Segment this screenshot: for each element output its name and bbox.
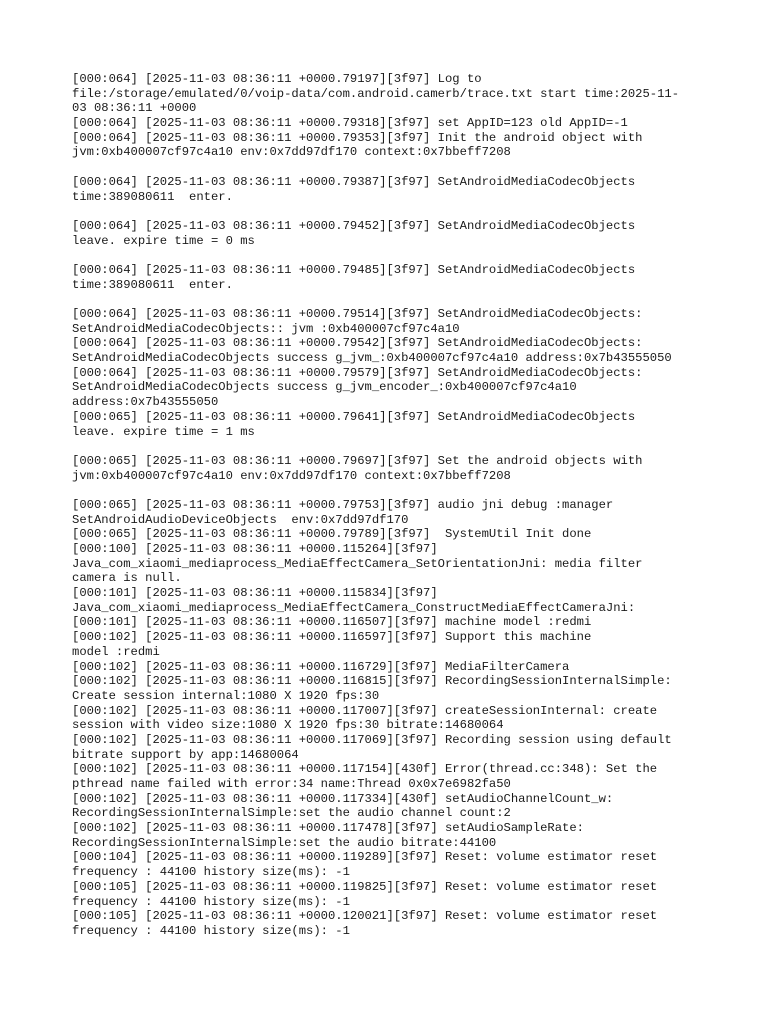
- log-line: [000:065] [2025-11-03 08:36:11 +0000.79697][3f97] Set the android objects with: [72, 453, 643, 468]
- log-line: [000:064] [2025-11-03 08:36:11 +0000.79387][3f97] SetAndroidMediaCodecObjects: [72, 174, 636, 189]
- log-line: RecordingSessionInternalSimple:set the audio bitrate:44100: [72, 835, 497, 850]
- log-line: jvm:0xb400007cf97c4a10 env:0x7dd97df170 context:0x7bbeff7208: [72, 468, 511, 483]
- log-line: [000:064] [2025-11-03 08:36:11 +0000.79542][3f97] SetAndroidMediaCodecObjects:: [72, 336, 643, 351]
- log-line: RecordingSessionInternalSimple:set the audio channel count:2: [72, 806, 511, 821]
- blank-line: [72, 292, 712, 307]
- log-line: [000:102] [2025-11-03 08:36:11 +0000.116597][3f97] Support this machine: [72, 630, 592, 645]
- log-line: [000:102] [2025-11-03 08:36:11 +0000.117334][430f] setAudioChannelCount_w:: [72, 791, 614, 806]
- log-line: [000:102] [2025-11-03 08:36:11 +0000.117154][430f] Error(thread.cc:348): Set the: [72, 762, 658, 777]
- log-line: camera is null.: [72, 571, 182, 586]
- log-line: session with video size:1080 X 1920 fps:30 bitrate:14680064: [72, 718, 504, 733]
- log-line: [000:065] [2025-11-03 08:36:11 +0000.79641][3f97] SetAndroidMediaCodecObjects: [72, 409, 636, 424]
- log-line: pthread name failed with error:34 name:Thread 0x0x7e6982fa50: [72, 777, 511, 791]
- log-line: frequency : 44100 history size(ms): -1: [72, 865, 350, 880]
- log-line: address:0x7b43555050: [72, 395, 219, 410]
- blank-line: [72, 439, 712, 454]
- log-text-area: [72, 72, 712, 939]
- log-line: [000:102] [2025-11-03 08:36:11 +0000.117069][3f97] Recording session using default: [72, 732, 672, 747]
- log-line: [000:065] [2025-11-03 08:36:11 +0000.79789][3f97] SystemUtil Init done: [72, 527, 592, 542]
- log-line: [000:065] [2025-11-03 08:36:11 +0000.79753][3f97] audio jni debug :manager: [72, 497, 614, 512]
- log-line: leave. expire time = 0 ms: [72, 233, 255, 248]
- log-line: time:389080611 enter.: [72, 277, 233, 292]
- log-line: [000:064] [2025-11-03 08:36:11 +0000.79318][3f97] set AppID=123 old AppID=-1: [72, 116, 628, 131]
- log-line: [000:100] [2025-11-03 08:36:11 +0000.115264][3f97]: [72, 542, 438, 556]
- log-line: [000:101] [2025-11-03 08:36:11 +0000.116507][3f97] machine model :redmi: [72, 615, 592, 630]
- log-line: [000:102] [2025-11-03 08:36:11 +0000.117007][3f97] createSessionInternal: create: [72, 703, 658, 718]
- log-line: [000:064] [2025-11-03 08:36:11 +0000.79452][3f97] SetAndroidMediaCodecObjects: [72, 218, 636, 233]
- log-line: SetAndroidMediaCodecObjects success g_jvm_encoder_:0xb400007cf97c4a10: [72, 380, 577, 395]
- log-line: Create session internal:1080 X 1920 fps:30: [72, 688, 380, 703]
- log-line: SetAndroidMediaCodecObjects:: jvm :0xb400007cf97c4a10: [72, 321, 460, 336]
- log-line: Java_com_xiaomi_mediaprocess_MediaEffectCamera_ConstructMediaEffectCameraJni:: [72, 600, 636, 615]
- log-line: [000:064] [2025-11-03 08:36:11 +0000.79579][3f97] SetAndroidMediaCodecObjects:: [72, 365, 643, 380]
- log-line: [000:102] [2025-11-03 08:36:11 +0000.117478][3f97] setAudioSampleRate:: [72, 821, 584, 836]
- log-line: frequency : 44100 history size(ms): -1: [72, 923, 350, 938]
- log-line: jvm:0xb400007cf97c4a10 env:0x7dd97df170 context:0x7bbeff7208: [72, 145, 511, 160]
- log-line: [000:102] [2025-11-03 08:36:11 +0000.116729][3f97] MediaFilterCamera: [72, 659, 570, 674]
- blank-line: [72, 483, 712, 498]
- log-line: Java_com_xiaomi_mediaprocess_MediaEffectCamera_SetOrientationJni: media filter: [72, 556, 643, 571]
- log-line: [000:064] [2025-11-03 08:36:11 +0000.79485][3f97] SetAndroidMediaCodecObjects: [72, 262, 636, 277]
- log-line: SetAndroidAudioDeviceObjects env:0x7dd97df170: [72, 512, 409, 527]
- log-line: [000:105] [2025-11-03 08:36:11 +0000.120021][3f97] Reset: volume estimator reset: [72, 909, 658, 924]
- log-line: leave. expire time = 1 ms: [72, 424, 255, 439]
- log-line: [000:064] [2025-11-03 08:36:11 +0000.79197][3f97] Log to: [72, 72, 482, 86]
- log-line: [000:064] [2025-11-03 08:36:11 +0000.79353][3f97] Init the android object with: [72, 130, 643, 145]
- log-line: model :redmi: [72, 644, 160, 659]
- log-line: [000:105] [2025-11-03 08:36:11 +0000.119825][3f97] Reset: volume estimator reset: [72, 879, 658, 894]
- log-line: SetAndroidMediaCodecObjects success g_jvm_:0xb400007cf97c4a10 address:0x7b43555050: [72, 351, 672, 366]
- blank-line: [72, 248, 712, 263]
- log-line: frequency : 44100 history size(ms): -1: [72, 894, 350, 909]
- log-line: bitrate support by app:14680064: [72, 747, 299, 762]
- blank-line: [72, 160, 712, 175]
- log-line: time:389080611 enter.: [72, 189, 233, 204]
- log-line: file:/storage/emulated/0/voip-data/com.android.camerb/trace.txt start time:2025-11-: [72, 86, 680, 101]
- log-line: [000:102] [2025-11-03 08:36:11 +0000.116815][3f97] RecordingSessionInternalSimple:: [72, 674, 672, 689]
- log-line: [000:104] [2025-11-03 08:36:11 +0000.119289][3f97] Reset: volume estimator reset: [72, 850, 658, 865]
- log-line: [000:064] [2025-11-03 08:36:11 +0000.79514][3f97] SetAndroidMediaCodecObjects:: [72, 307, 643, 321]
- log-line: [000:101] [2025-11-03 08:36:11 +0000.115834][3f97]: [72, 586, 438, 601]
- log-line: 03 08:36:11 +0000: [72, 101, 197, 116]
- blank-line: [72, 204, 712, 219]
